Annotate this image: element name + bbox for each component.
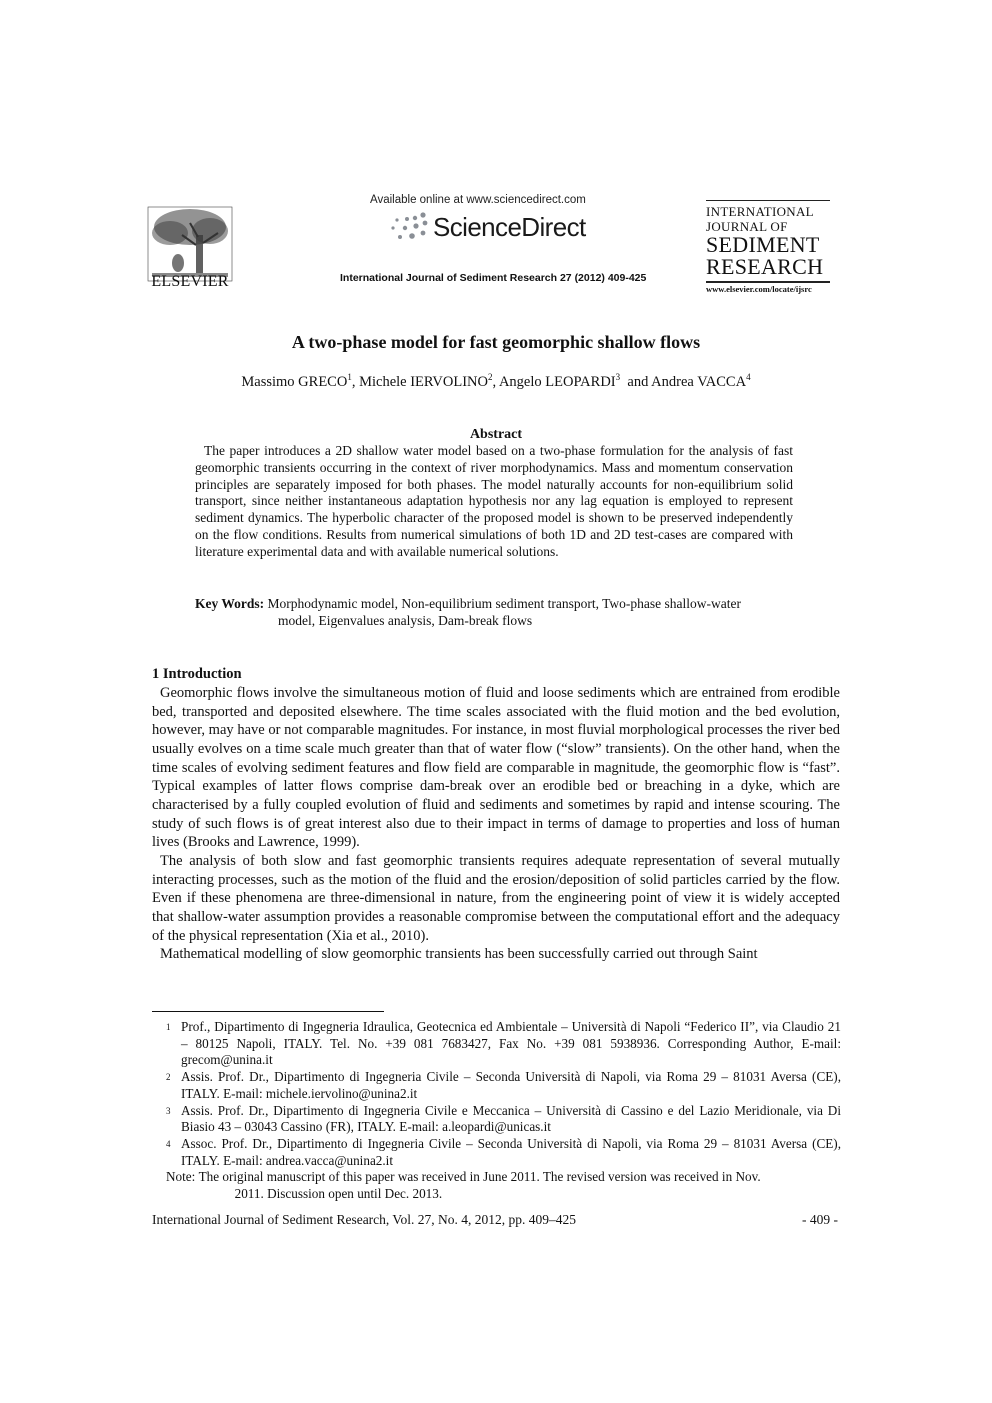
footnote-mark: 4: [166, 1138, 171, 1149]
note-text: [199, 1169, 841, 1202]
author-affiliation-mark: 2: [488, 372, 493, 382]
footnote-text: Assis. Prof. Dr., Dipartimento di Ingegneria Civile – Seconda Università di Napoli, via Roma 29 – 81031 Aversa (CE), ITALY. E-mail: michele.iervolino@unina2.it: [181, 1069, 841, 1101]
keywords-line-2: model, Eigenvalues analysis, Dam-break flows: [278, 613, 533, 628]
footnote: [163, 1136, 841, 1169]
author-affiliation-mark: 3: [615, 372, 621, 382]
author-name: Andrea VACCA: [651, 373, 747, 390]
ijsr-rule-top: [706, 200, 830, 201]
keywords-label: Key Words:: [195, 596, 265, 611]
intro-paragraph: Geomorphic flows involve the simultaneous motion of fluid and loose sediments which are entrained from erodible bed, transported and deposited elsewhere. The time scales associated with the fluid motion and the bed evolution, however, may have or not comparable magnitudes. For instance, in most fluvial morphological processes the river bed usually evolves on a time scale much greater than that of water flow (“slow” transients). On the other hand, when the time scales of evolving sediment features and flow field are comparable in magnitude, the geomorphic flow is “fast”. Typical examples of latter flows comprise dam-break over an erodible bed or breaching in a dyke, which are characterised by a fully coupled evolution of fluid and sediments and sometimes by rapid and intense scouring. The study of such flows is of great interest also due to their impact in terms of damage to properties and loss of human lives (Brooks and Lawrence, 1999).: [152, 685, 840, 851]
footnote-mark: 2: [166, 1072, 171, 1083]
keywords-line-1: Morphodynamic model, Non-equilibrium sediment transport, Two-phase shallow-water: [267, 596, 741, 611]
abstract-heading: Abstract: [469, 427, 523, 442]
ijsr-journal-logo: [706, 200, 836, 294]
section-heading-introduction: 1 Introduction: [152, 666, 242, 682]
page-number: - 409 -: [802, 1212, 838, 1227]
footnote-text: Prof., Dipartimento di Ingegneria Idraulica, Geotecnica ed Ambientale – Università di Napoli “Federico II”, via Claudio 21 – 80125 Napoli, ITALY. Tel. No. +39 081 7683427, Fax No. +39 081 5938936. Corresponding Author, E-mail: grecom@unina.it: [181, 1019, 841, 1068]
ijsr-rule-bottom: [706, 281, 830, 283]
footnote-text: Assis. Prof. Dr., Dipartimento di Ingegneria Civile e Meccanica – Università di Cassino e del Lazio Meridionale, via Di Biasio 43 – 03043 Cassino (FR), ITALY. E-mail: a.leopardi@unicas.it: [181, 1102, 841, 1135]
footnote-separator: [152, 1011, 384, 1012]
footer-citation: International Journal of Sediment Research, Vol. 27, No. 4, 2012, pp. 409–425: [152, 1212, 576, 1227]
abstract-body: The paper introduces a 2D shallow water model based on a two-phase formulation for the analysis of fast geomorphic transients occurring in the context of river morphodynamics. Mass and momentum conservation principles are separately imposed for both phases. The model naturally accounts for non-equilibrium solid transport, since neither instantaneous adaptation hypothesis nor any lag equation is employed to represent sediment dynamics. The hyperbolic character of the proposed model is shown to be preserved independently on the flow conditions. Results from numerical simulations of both 1D and 2D test-cases are compared with literature experimental data and with available numerical solutions.: [195, 443, 793, 559]
author-separator: ,: [492, 373, 499, 390]
note-line-2: 2011. Discussion open until Dec. 2013.: [234, 1186, 443, 1202]
journal-citation-header: International Journal of Sediment Research 27 (2012) 409-425: [340, 272, 647, 284]
sciencedirect-available-online: Available online at www.sciencedirect.com: [370, 194, 586, 206]
note-line-1: The original manuscript of this paper was received in June 2011. The revised version was received in Nov.: [198, 1169, 761, 1185]
ijsr-line-international: INTERNATIONAL: [706, 204, 814, 219]
ijsr-line-sediment: SEDIMENT: [706, 232, 820, 257]
intro-paragraph: The analysis of both slow and fast geomorphic transients requires adequate representation of several mutually interacting processes, such as the motion of the fluid and the erosion/deposition of solid particles carried by the flow. Even if these phenomena are three-dimensional in nature, from the engineering point of view it is widely accepted that shallow-water assumption provides a reasonable compromise between the computational effort and the adequacy of the physical representation (Xia et al., 2010).: [152, 852, 840, 944]
footnote-mark: 1: [166, 1022, 171, 1032]
manuscript-note: [163, 1169, 841, 1202]
sciencedirect-brand: ScienceDirect: [433, 212, 586, 242]
footnotes: [163, 1019, 841, 1203]
ijsr-url: www.elsevier.com/locate/ijsrc: [706, 284, 812, 294]
ijsr-line-research: RESEARCH: [706, 254, 824, 279]
paper-title: A two-phase model for fast geomorphic shallow flows: [291, 332, 701, 352]
footnote-mark: 3: [166, 1105, 171, 1116]
footnote-text: Assoc. Prof. Dr., Dipartimento di Ingegneria Civile – Seconda Università di Napoli, via Roma 29 – 81031 Aversa (CE), ITALY. E-mail: andrea.vacca@unina2.it: [181, 1135, 841, 1168]
author-separator: ,: [351, 373, 360, 390]
author-affiliation-mark: 4: [746, 372, 751, 382]
author-affiliation-mark: 1: [347, 372, 352, 382]
footnote: [163, 1069, 841, 1102]
ijsr-line-journal-of: JOURNAL OF: [706, 219, 788, 234]
author-name: Angelo LEOPARDI: [498, 373, 616, 390]
note-label: Note:: [166, 1169, 196, 1185]
author-name: Massimo GRECO: [241, 373, 348, 390]
intro-paragraph: Mathematical modelling of slow geomorphic transients has been successfully carried out through Saint: [160, 946, 758, 963]
introduction-body: [152, 684, 840, 964]
footnote: [163, 1019, 841, 1069]
author-list: [0, 372, 992, 391]
keywords: [195, 595, 795, 629]
elsevier-wordmark: ELSEVIER: [151, 273, 229, 290]
sciencedirect-dots-icon: [383, 211, 431, 241]
author-name: Michele IERVOLINO: [359, 373, 488, 390]
author-separator: and: [620, 373, 652, 390]
footnote: [163, 1103, 841, 1136]
